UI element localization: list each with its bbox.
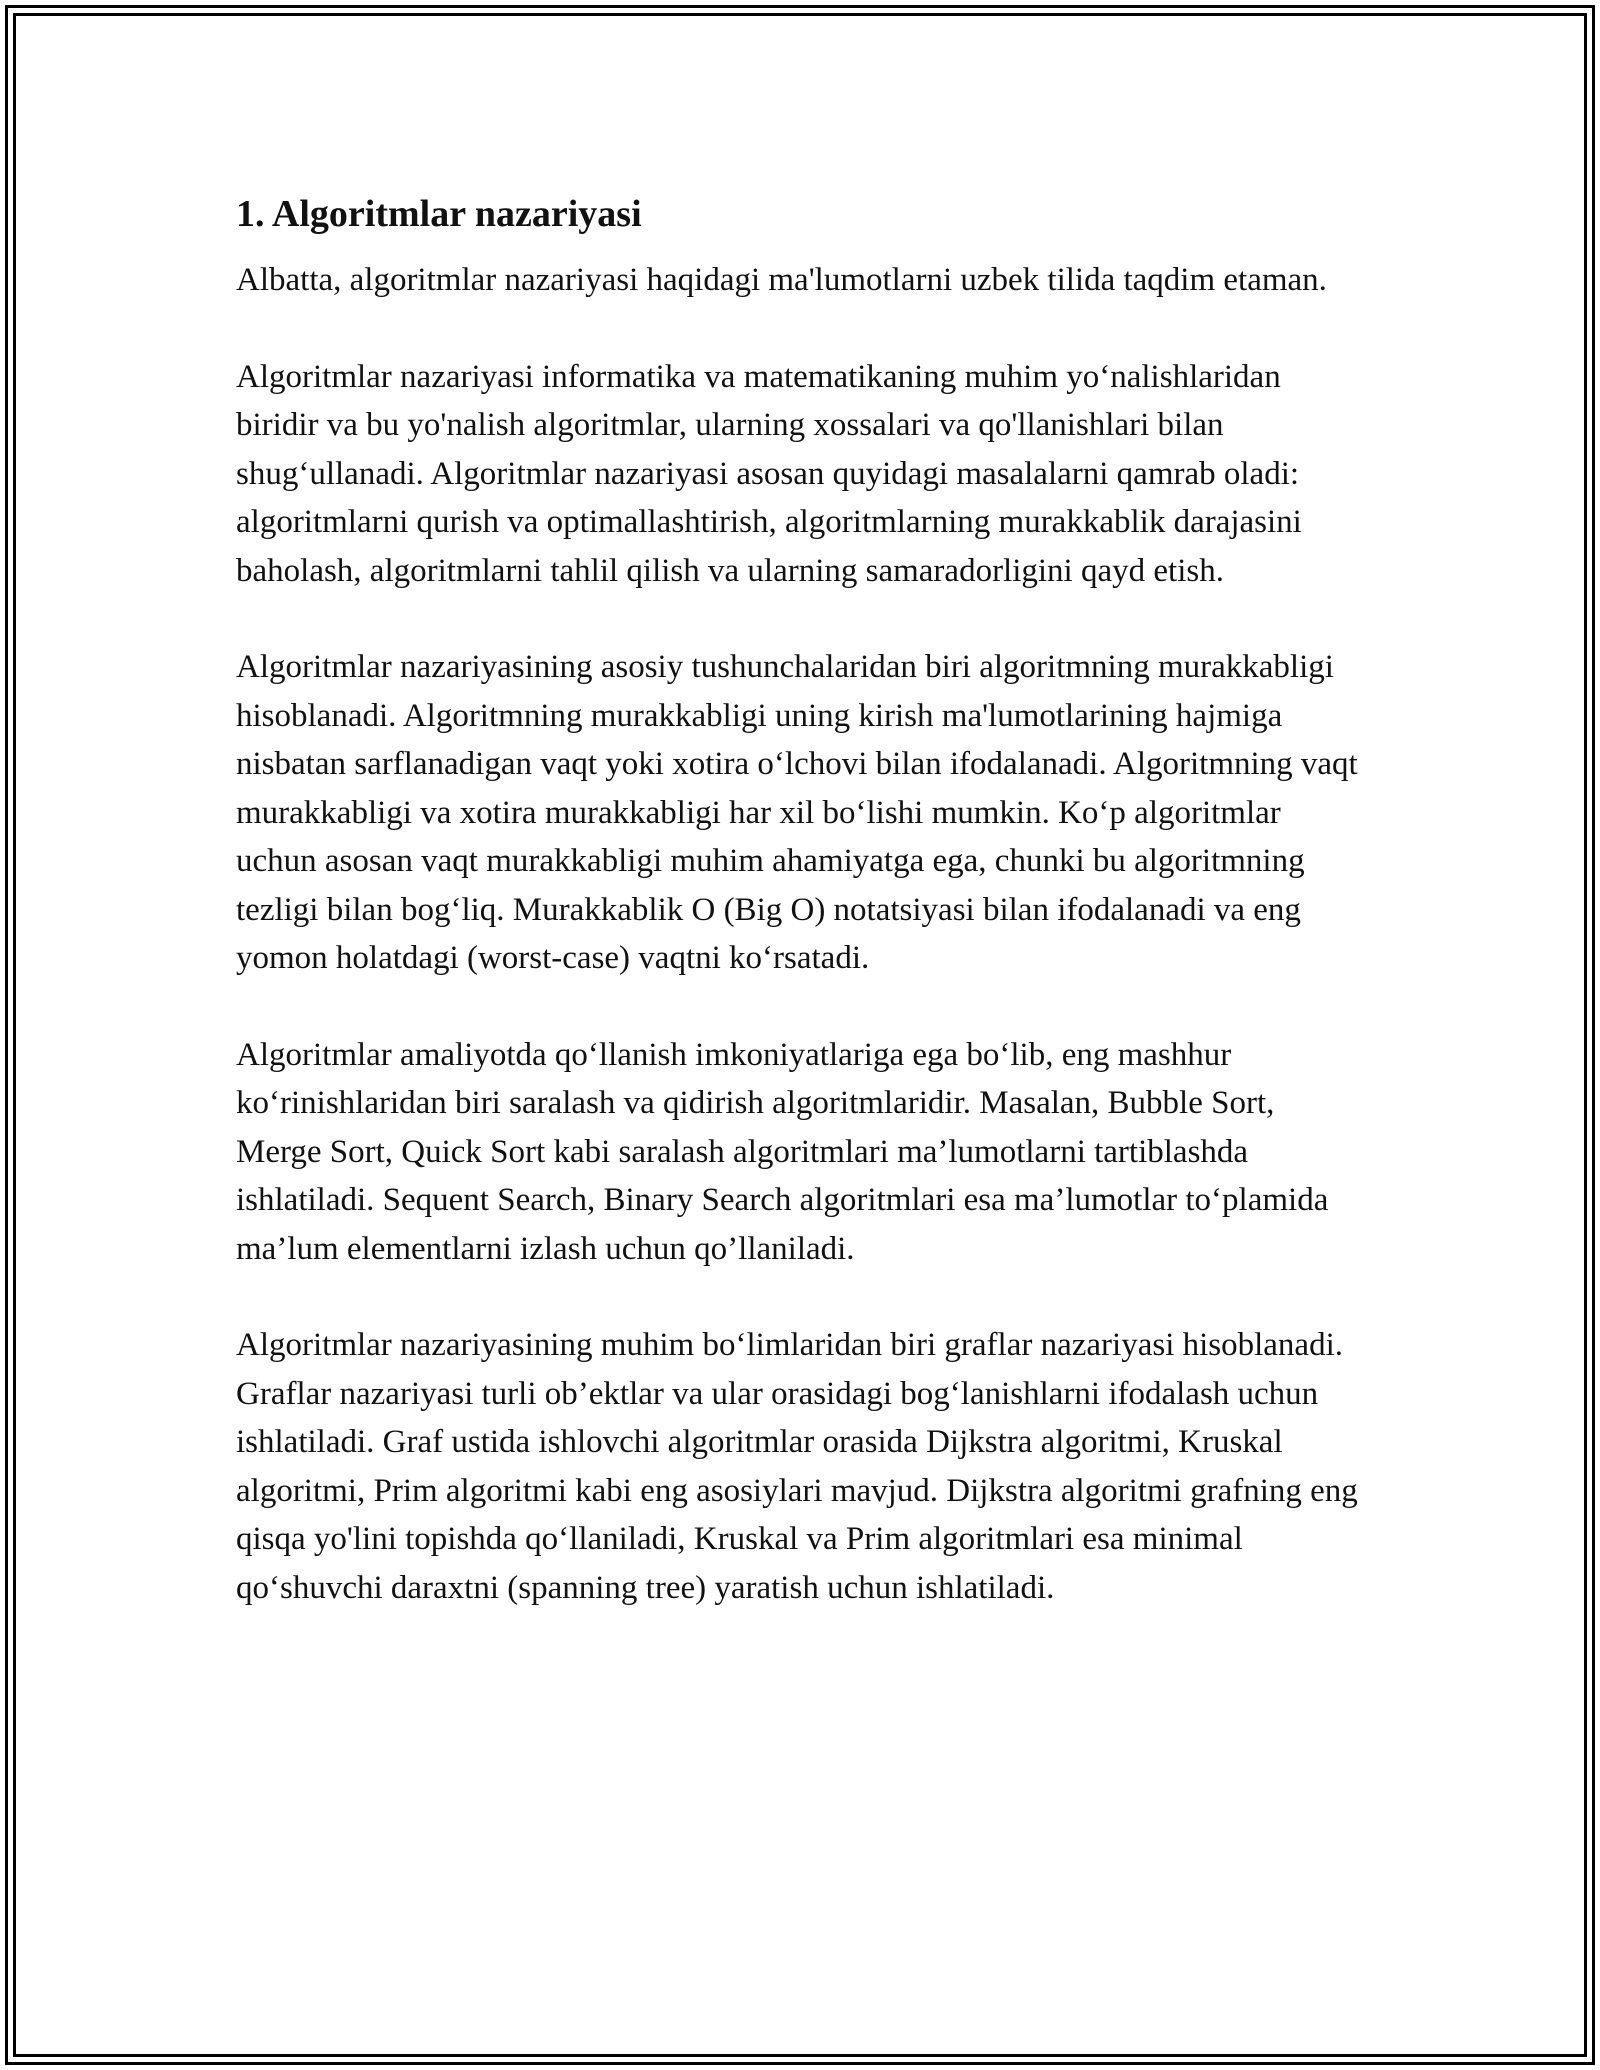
paragraph-graph-theory: Algoritmlar nazariyasining muhim bo‘limlaridan biri graflar nazariyasi hisoblanadi. Graflar nazariyasi turli ob’ektlar va ular orasidagi bog‘lanishlarni ifodalash uchun ishlatiladi. Graf ustida ishlovchi algoritmlar orasida Dijkstra algoritmi, Kruskal algoritmi, Prim algoritmi kabi eng asosiylari mavjud. Dijkstra algoritmi grafning eng qisqa yo'lini topishda qo‘llaniladi, Kruskal va Prim algoritmlari esa minimal qo‘shuvchi daraxtni (spanning tree) yaratish uchun ishlatiladi.	[236, 1327, 1358, 1606]
document-body	[236, 186, 1366, 1612]
paragraph-definition: Algoritmlar nazariyasi informatika va matematikaning muhim yo‘nalishlaridan biridir va bu yo'nalish algoritmlar, ularning xossalari va qo'llanishlari bilan shug‘ullanadi. Algoritmlar nazariyasi asosan quyidagi masalalarni qamrab oladi: algoritmlarni qurish va optimallashtirish, algoritmlarning murakkablik darajasini baholash, algoritmlarni tahlil qilish va ularning samaradorligini qayd etish.	[236, 358, 1302, 589]
paragraph-sorting-searching: Algoritmlar amaliyotda qo‘llanish imkoniyatlariga ega bo‘lib, eng mashhur ko‘rinishlaridan biri saralash va qidirish algoritmlaridir. Masalan, Bubble Sort, Merge Sort, Quick Sort kabi saralash algoritmlari ma’lumotlarni tartiblashda ishlatiladi. Sequent Search, Binary Search algoritmlari esa ma’lumotlar to‘plamida ma’lum elementlarni izlash uchun qo’llaniladi.	[236, 1036, 1329, 1267]
section-heading: 1. Algoritmlar nazariyasi	[236, 193, 642, 235]
paragraph-intro: Albatta, algoritmlar nazariyasi haqidagi ma'lumotlarni uzbek tilida taqdim etaman.	[236, 262, 1327, 298]
paragraph-complexity: Algoritmlar nazariyasining asosiy tushunchalaridan biri algoritmning murakkabligi hisoblanadi. Algoritmning murakkabligi uning kirish ma'lumotlarining hajmiga nisbatan sarflanadigan vaqt yoki xotira o‘lchovi bilan ifodalanadi. Algoritmning vaqt murakkabligi va xotira murakkabligi har xil bo‘lishi mumkin. Ko‘p algoritmlar uchun asosan vaqt murakkabligi muhim ahamiyatga ega, chunki bu algoritmning tezligi bilan bog‘liq. Murakkablik O (Big O) notatsiyasi bilan ifodalanadi va eng yomon holatdagi (worst-case) vaqtni ko‘rsatadi.	[236, 649, 1358, 976]
